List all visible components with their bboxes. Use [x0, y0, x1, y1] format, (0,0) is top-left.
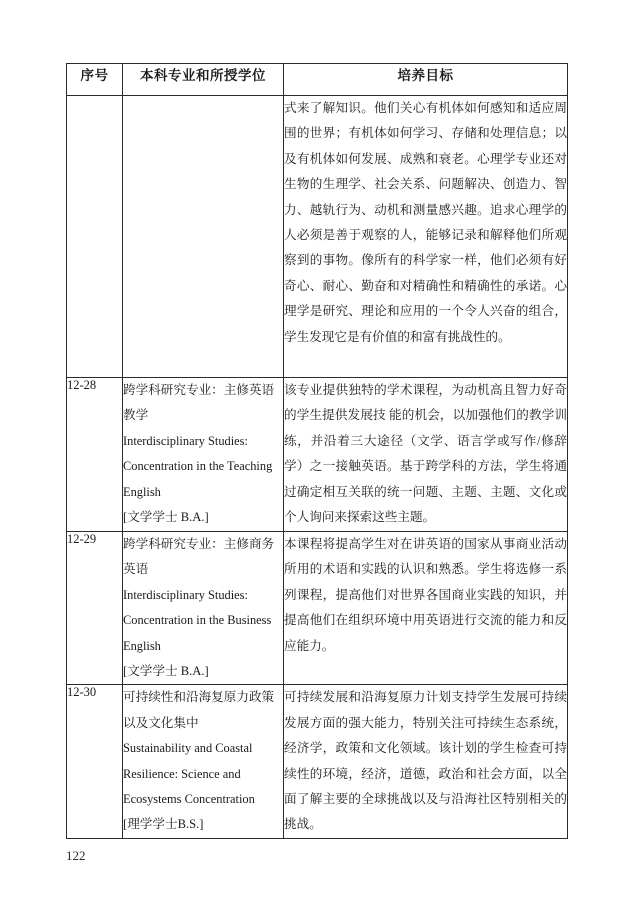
column-header-sequence: 序号 — [67, 64, 123, 96]
cell-training-objectives — [284, 96, 568, 378]
column-header-training-objectives: 培养目标 — [284, 64, 568, 96]
major-name-english: Interdisciplinary Studies: Concentration in the Business English — [123, 587, 272, 653]
degree-awarded: [理学学士B.S.] — [123, 817, 204, 832]
major-name-chinese: 可持续性和沿海复原力政策以及文化集中 — [123, 690, 275, 730]
cell-sequence: 12-28 — [67, 378, 123, 532]
cell-major-and-degree — [123, 378, 284, 532]
major-name-chinese: 跨学科研究专业：主修英语教学 — [123, 383, 275, 423]
major-name-english: Sustainability and Coastal Resilience: Science and Ecosystems Concentration — [123, 741, 255, 807]
column-header-major-and-degree: 本科专业和所授学位 — [123, 64, 284, 96]
table-row — [67, 685, 568, 838]
cell-sequence: 12-29 — [67, 532, 123, 685]
cell-sequence: 12-30 — [67, 685, 123, 838]
table-row — [67, 532, 568, 685]
cell-major-and-degree — [123, 96, 284, 378]
table-row — [67, 96, 568, 378]
cell-training-objectives — [284, 378, 568, 532]
cell-training-objectives — [284, 532, 568, 685]
degree-awarded: [文学学士 B.A.] — [123, 664, 209, 679]
cell-major-and-degree — [123, 532, 284, 685]
objective-paragraph: 式来了解知识。他们关心有机体如何感知和适应周围的世界；有机体如何学习、存储和处理信息；以及有机体如何发展、成熟和衰老。心理学专业还对生物的生理学、社会关系、问题解决、创造力、智力、越轨行为、动机和测量感兴趣。追求心理学的人必须是善于观察的人，能够记录和解释他们所观察到的事物。像所有的科学家一样，他们必须有好奇心、耐心、勤奋和对精确性和精确性的承诺。心理学是研究、理论和应用的一个令人兴奋的组合，学生发现它是有价值的和富有挑战性的。 — [284, 101, 567, 344]
table-header — [67, 64, 568, 96]
major-name-chinese: 跨学科研究专业：主修商务英语 — [123, 537, 275, 577]
objective-paragraph: 可持续发展和沿海复原力计划支持学生发展可持续发展方面的强大能力，特别关注可持续生态系统，经济学，政策和文化领域。该计划的学生检查可持续性的环境，经济，道德，政治和社会方面，以全面了解主要的全球挑战以及与沿海社区特别相关的挑战。 — [284, 690, 567, 832]
table-row — [67, 378, 568, 532]
majors-table — [66, 63, 568, 839]
cell-sequence — [67, 96, 123, 378]
table-body — [67, 96, 568, 839]
table-header-row — [67, 64, 568, 96]
degree-awarded: [文学学士 B.A.] — [123, 510, 209, 525]
cell-major-and-degree — [123, 685, 284, 838]
objective-paragraph: 本课程将提高学生对在讲英语的国家从事商业活动所用的术语和实践的认识和熟悉。学生将选修一系列课程，提高他们对世界各国商业实践的知识，并提高他们在组织环境中用英语进行交流的能力和反应能力。 — [284, 537, 567, 653]
objective-paragraph: 该专业提供独特的学术课程，为动机高且智力好奇的学生提供发展技 能的机会，以加强他们的教学训练，并沿着三大途径（文学、语言学或写作/修辞学）之一接触英语。基于跨学科的方法，学生将通过确定相互关联的统一问题、主题、主题、文化或个人询问来探索这些主题。 — [284, 383, 567, 525]
major-name-english: Interdisciplinary Studies: Concentration in the Teaching English — [123, 433, 273, 499]
page-number: 122 — [66, 848, 86, 863]
cell-training-objectives — [284, 685, 568, 838]
